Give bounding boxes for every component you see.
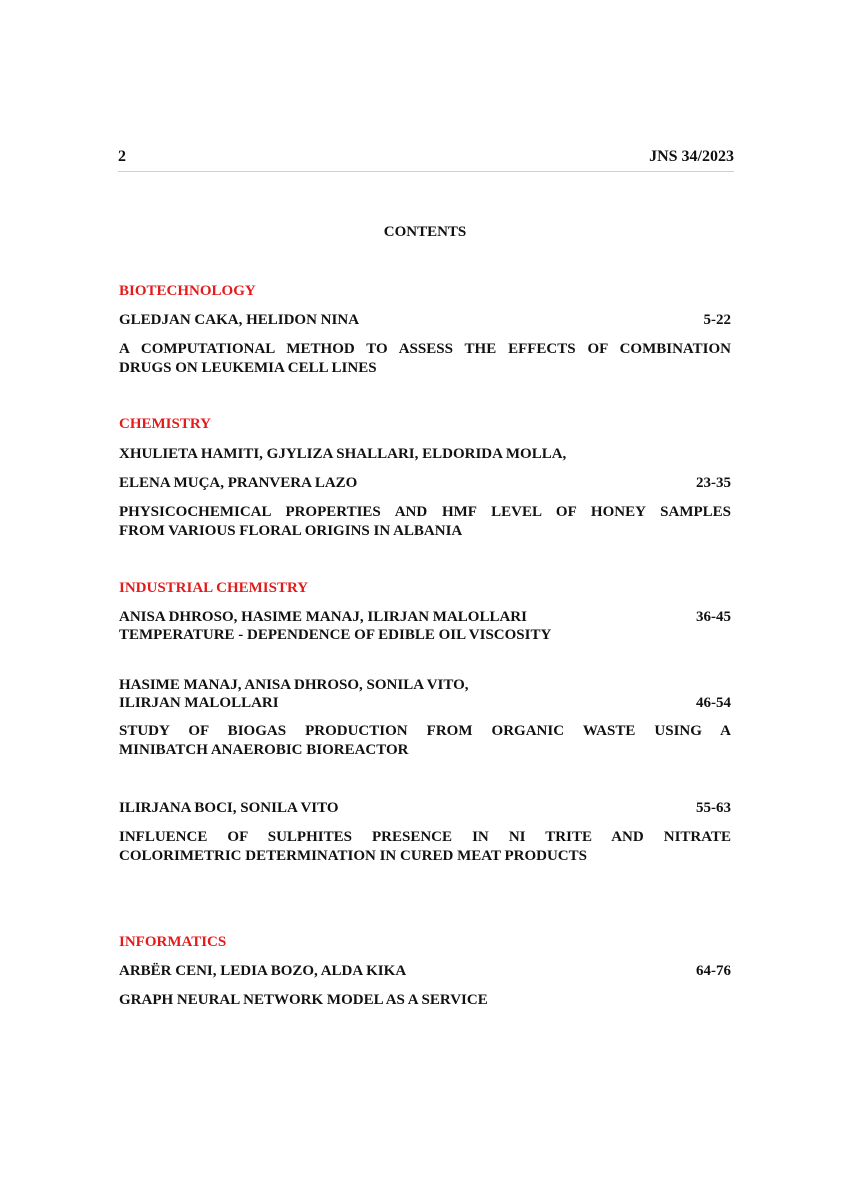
page-range: 36-45	[696, 609, 731, 625]
section-heading-informatics: INFORMATICS	[119, 934, 227, 950]
journal-issue: JNS 34/2023	[649, 148, 734, 165]
entry-authors-hamiti-line1	[119, 445, 731, 464]
title-line: GRAPH NEURAL NETWORK MODEL AS A SERVICE	[119, 992, 488, 1008]
title-line: PHYSICOCHEMICAL PROPERTIES AND HMF LEVEL OF HONEY SAMPLES	[119, 504, 731, 520]
page-range: 23-35	[696, 475, 731, 491]
entry-authors-manaj-line2	[119, 694, 731, 713]
entry-title-gnn-service	[119, 991, 731, 1010]
contents-heading: CONTENTS	[383, 224, 467, 240]
title-line: MINIBATCH ANAEROBIC BIOREACTOR	[119, 742, 409, 758]
title-line: COLORIMETRIC DETERMINATION IN CURED MEAT PRODUCTS	[119, 848, 587, 864]
entry-title-biogas	[119, 722, 731, 760]
entry-authors-caka-nina	[119, 311, 731, 330]
page-range: 46-54	[696, 695, 731, 711]
page-range: 5-22	[703, 312, 731, 328]
authors-text: ILIRJANA BOCI, SONILA VITO	[119, 800, 339, 816]
page-range: 64-76	[696, 963, 731, 979]
entry-title-computational-method	[119, 340, 731, 378]
authors-text: GLEDJAN CAKA, HELIDON NINA	[119, 312, 360, 328]
title-line: TEMPERATURE - DEPENDENCE OF EDIBLE OIL VISCOSITY	[119, 627, 552, 643]
authors-text: ILIRJAN MALOLLARI	[119, 695, 279, 711]
title-line: A COMPUTATIONAL METHOD TO ASSESS THE EFFECTS OF COMBINATION	[119, 341, 731, 357]
section-heading-industrial-chemistry: INDUSTRIAL CHEMISTRY	[119, 580, 309, 596]
entry-authors-manaj-line1	[119, 676, 731, 695]
section-heading-chemistry: CHEMISTRY	[119, 416, 211, 432]
authors-text: ARBËR CENI, LEDIA BOZO, ALDA KIKA	[119, 963, 407, 979]
authors-text: ANISA DHROSO, HASIME MANAJ, ILIRJAN MALOLLARI	[119, 609, 527, 625]
entry-title-sulphites	[119, 828, 731, 866]
authors-text: ELENA MUÇA, PRANVERA LAZO	[119, 475, 358, 491]
entry-authors-boci-vito	[119, 799, 731, 818]
entry-authors-hamiti-line2	[119, 474, 731, 493]
entry-title-honey-samples	[119, 503, 731, 541]
page-range: 55-63	[696, 800, 731, 816]
authors-text: XHULIETA HAMITI, GJYLIZA SHALLARI, ELDORIDA MOLLA,	[119, 446, 567, 462]
title-line: STUDY OF BIOGAS PRODUCTION FROM ORGANIC WASTE USING A	[119, 723, 731, 739]
running-head	[118, 148, 734, 170]
authors-text: HASIME MANAJ, ANISA DHROSO, SONILA VITO,	[119, 677, 469, 693]
section-heading-biotechnology: BIOTECHNOLOGY	[119, 283, 256, 299]
entry-authors-dhroso-manaj	[119, 608, 731, 627]
page-number: 2	[118, 148, 126, 165]
entry-authors-ceni-bozo-kika	[119, 962, 731, 981]
title-line: INFLUENCE OF SULPHITES PRESENCE IN NI TRITE AND NITRATE	[119, 829, 731, 845]
entry-title-oil-viscosity	[119, 626, 731, 645]
title-line: FROM VARIOUS FLORAL ORIGINS IN ALBANIA	[119, 523, 463, 539]
header-rule	[118, 171, 734, 172]
title-line: DRUGS ON LEUKEMIA CELL LINES	[119, 360, 377, 376]
